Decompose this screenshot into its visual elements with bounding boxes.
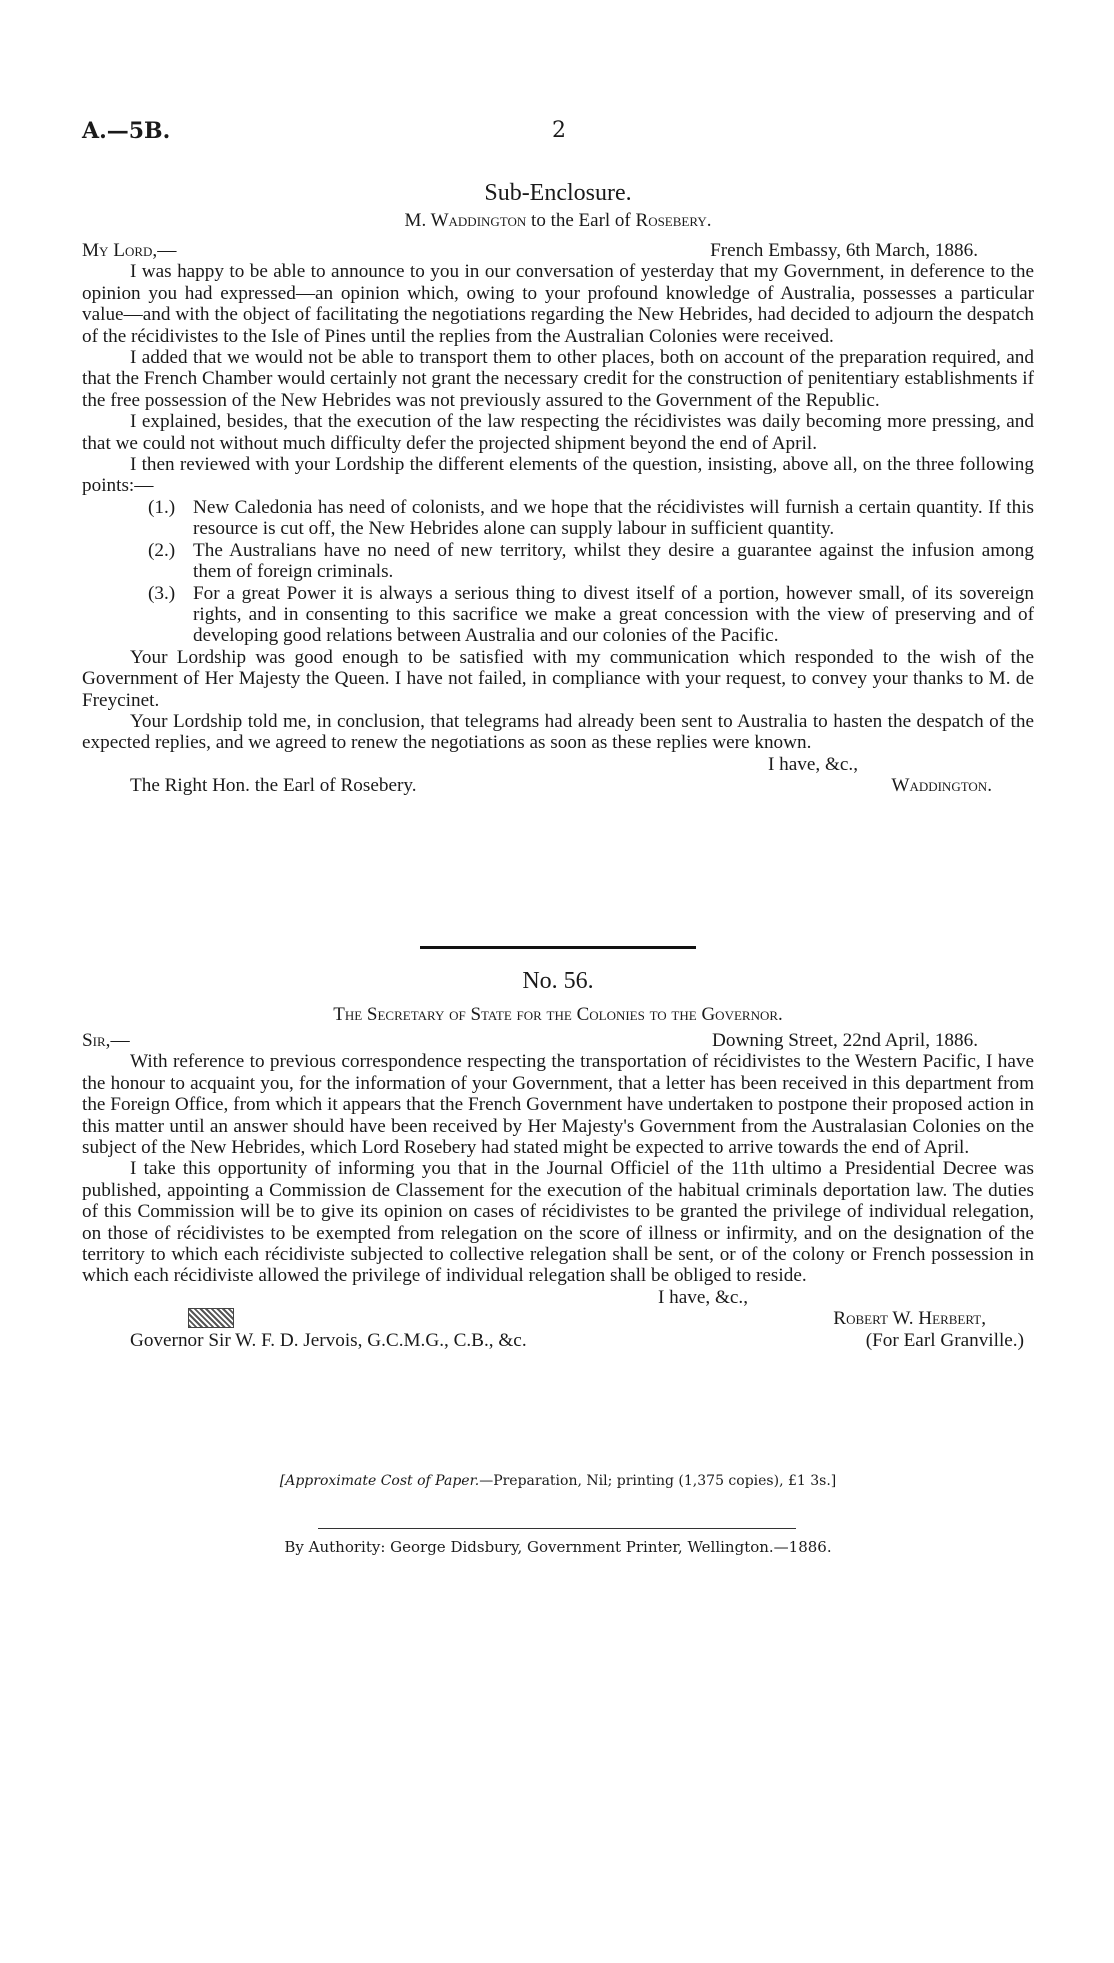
point-number: (1.) bbox=[148, 496, 176, 518]
addressee: Governor Sir W. F. D. Jervois, G.C.M.G., C.B., &c. bbox=[130, 1329, 527, 1351]
document-reference: A.—5B. bbox=[82, 118, 171, 144]
paragraph: I then reviewed with your Lordship the different elements of the question, insisting, above all, on the three following points:— bbox=[82, 454, 1034, 497]
enclosure-body bbox=[82, 240, 1034, 797]
footer-divider bbox=[318, 1528, 796, 1529]
point-number: (2.) bbox=[148, 539, 176, 561]
recipient-name: Rosebery bbox=[635, 210, 707, 231]
cost-label: [Approximate Cost of Paper. bbox=[279, 1473, 480, 1489]
paragraph: With reference to previous correspondence respecting the transportation of récidivistes to the Western Pacific, I have the honour to acquaint you, for the information of your Government, that a letter has been received in this department from the Foreign Office, from which it appears that the French Government have undertaken to postpone their proposed action in this matter until an answer should have been received by Her Majesty's Government from the Australasian Colonies on the subject of the New Hebrides, which Lord Rosebery had stated might be expected to arrive towards the end of April. bbox=[82, 1051, 1034, 1159]
point-number: (3.) bbox=[148, 582, 176, 604]
paragraph: I explained, besides, that the execution of the law respecting the récidivistes was daily becoming more pressing, and that we could not without much difficulty defer the projected shipment beyond the end of April. bbox=[82, 411, 1034, 454]
subtitle-text: to the Earl of bbox=[526, 210, 636, 231]
enclosure-subtitle bbox=[82, 210, 1034, 232]
paragraph: I take this opportunity of informing you that in the Journal Officiel of the 11th ultimo a Presidential Decree was published, appointing a Commission de Classement for the execution of the habitual criminals deportation law. The duties of this Commission will be to give its opinion on cases of récidivistes to be granted the privilege of individual relegation, on those of récidivistes to be exempted from relegation on the score of illness or infirmity, and on the designation of the territory to which each récidiviste subjected to collective relegation shall be sent, or of the colony or French possession in which each récidiviste allowed the privilege of individual relegation shall be obliged to reside. bbox=[82, 1158, 1034, 1287]
addressee: The Right Hon. the Earl of Rosebery. bbox=[130, 775, 417, 797]
point-text: The Australians have no need of new territory, whilst they desire a guarantee against the infusion among them of foreign criminals. bbox=[193, 539, 1034, 583]
list-item bbox=[148, 583, 1034, 647]
paragraph: Your Lordship told me, in conclusion, that telegrams had already been sent to Australia to hasten the despatch of the expected replies, and we agreed to renew the negotiations as soon as these replies were known. bbox=[82, 710, 1034, 754]
sender-name: M. Waddington bbox=[404, 210, 527, 231]
letter-body bbox=[82, 1030, 1034, 1351]
place-date: French Embassy, 6th March, 1886. bbox=[710, 240, 978, 261]
for-line: (For Earl Granville.) bbox=[865, 1329, 1024, 1351]
paragraph: Your Lordship was good enough to be satisfied with my communication which responded to the wish of the Government of Her Majesty the Queen. I have not failed, in compliance with your request, to convey your thanks to M. de Freycinet. bbox=[82, 646, 1034, 711]
salutation: My Lord,— bbox=[82, 240, 177, 261]
section-divider bbox=[420, 946, 696, 949]
enclosure-title: Sub-Enclosure. bbox=[484, 180, 632, 206]
stamp-icon bbox=[188, 1308, 234, 1328]
signature-row bbox=[82, 775, 1034, 796]
paragraph: I added that we would not be able to transport them to other places, both on account of the preparation required, and that the French Chamber would certainly not grant the necessary credit for the construction of penitentiary establishments if the free possession of the New Hebrides was not previously assured to the Government of the Republic. bbox=[82, 347, 1034, 411]
list-item bbox=[148, 540, 1034, 583]
list-item bbox=[148, 497, 1034, 540]
signature: Robert W. Herbert, bbox=[833, 1308, 986, 1330]
point-text: For a great Power it is always a serious thing to divest itself of a portion, however small, of its sovereign rights, and in consenting to this sacrifice we make a great concession with the view of preserving and of developing good relations between Australia and our colonies of the Pacific. bbox=[193, 582, 1034, 647]
letter-number: No. 56. bbox=[522, 968, 594, 994]
salutation-row bbox=[82, 240, 1034, 261]
page-number: 2 bbox=[552, 118, 566, 143]
salutation-row bbox=[82, 1030, 1034, 1051]
closing: I have, &c., bbox=[657, 1286, 748, 1308]
subtitle-end: . bbox=[706, 210, 712, 231]
salutation: Sir,— bbox=[82, 1030, 130, 1051]
letter-subtitle: The Secretary of State for the Colonies to the Governor. bbox=[333, 1004, 783, 1025]
place-date: Downing Street, 22nd April, 1886. bbox=[712, 1030, 978, 1051]
closing: I have, &c., bbox=[767, 753, 858, 775]
signature-row bbox=[82, 1330, 1034, 1351]
cost-detail: —Preparation, Nil; printing (1,375 copies), £1 3s.] bbox=[479, 1473, 837, 1489]
printer-authority: By Authority: George Didsbury, Government Printer, Wellington.—1886. bbox=[284, 1538, 832, 1556]
signature: Waddington. bbox=[891, 775, 992, 797]
cost-note bbox=[82, 1473, 1034, 1489]
paragraph: I was happy to be able to announce to you in our conversation of yesterday that my Government, in deference to the opinion you had expressed—an opinion which, owing to your profound knowledge of Australia, possesses a particular value—and with the object of facilitating the negotiations regarding the New Hebrides, had decided to adjourn the despatch of the récidivistes to the Isle of Pines until the replies from the Australian Colonies were received. bbox=[82, 261, 1034, 347]
point-text: New Caledonia has need of colonists, and we hope that the récidivistes will furnish a certain quantity. If this resource is cut off, the New Hebrides alone can supply labour in sufficient quantity. bbox=[193, 496, 1034, 540]
signature-line bbox=[82, 1308, 986, 1329]
